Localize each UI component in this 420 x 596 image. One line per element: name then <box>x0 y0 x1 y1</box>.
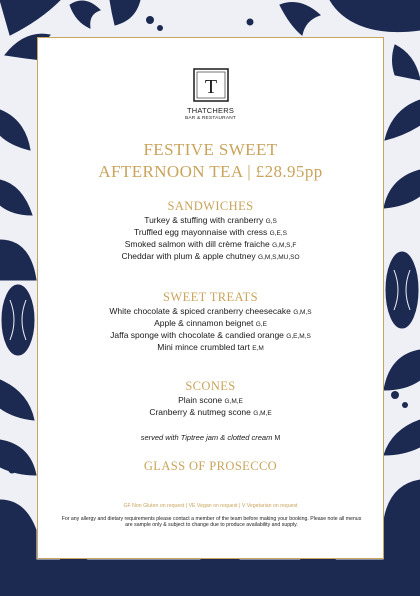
menu-item: Truffled egg mayonnaise with cress G,E,S <box>134 227 287 237</box>
allergen-codes: G,E <box>255 321 267 328</box>
menu-title-line2: AFTERNOON TEA | £28.95pp <box>98 162 323 181</box>
section-heading-sweet-treats: SWEET TREATS <box>163 290 258 304</box>
allergen-codes: G,S <box>265 218 277 225</box>
menu-item: Cranberry & nutmeg scone G,M,E <box>149 407 272 417</box>
allergen-codes: G,E,M,S <box>286 333 311 340</box>
section-heading-prosecco: GLASS OF PROSECCO <box>143 459 278 473</box>
menu-item: Smoked salmon with dill crème fraiche G,M,S,F <box>124 239 297 249</box>
allergen-codes: G,M,E <box>224 398 243 405</box>
menu-item: Jaffa sponge with chocolate & candied orange G,E,M,S <box>110 330 311 340</box>
section-heading-sandwiches: SANDWICHES <box>167 199 254 213</box>
menu-title-line1: FESTIVE SWEET <box>143 140 278 159</box>
menu-title <box>38 139 383 183</box>
thatchers-monogram-icon <box>193 68 229 102</box>
brand-name <box>38 106 383 121</box>
allergen-codes: G,M,S,F <box>272 242 297 249</box>
menu-item: Turkey & stuffing with cranberry G,S <box>144 215 277 225</box>
menu-item: White chocolate & spiced cranberry cheesecake G,M,S <box>109 306 312 316</box>
allergen-codes: G,M,S <box>293 309 312 316</box>
menu-item: Plain scone G,M,E <box>178 395 243 405</box>
brand-title: THATCHERS <box>186 106 235 115</box>
allergen-codes: G,M,S,MU,SO <box>258 254 300 261</box>
allergy-note: For any allergy and dietary requirements please contact a member of the team before making your booking. Please note all menus are sample only & subject to change due to produce availability and supply. <box>61 516 362 529</box>
allergen-codes: G,E,S <box>269 230 287 237</box>
served-with-note: served with Tiptree jam & clotted cream M <box>140 433 281 442</box>
brand-subtitle: BAR & RESTAURANT <box>184 116 237 121</box>
menu-item: Cheddar with plum & apple chutney G,M,S,MU,SO <box>121 251 300 261</box>
allergen-codes: G,M,E <box>253 410 272 417</box>
allergen-codes: M <box>274 435 281 442</box>
monogram-letter: T <box>204 76 217 98</box>
dietary-note: GF Non Gluten on request | VE Vegan on request | V Vegetarian on request <box>123 503 298 509</box>
menu-card <box>37 37 384 559</box>
section-heading-scones: SCONES <box>185 379 236 393</box>
menu-item: Apple & cinnamon beignet G,E <box>154 318 267 328</box>
allergen-codes: E,M <box>252 345 264 352</box>
menu-item: Mini mince crumbled tart E,M <box>157 342 264 352</box>
